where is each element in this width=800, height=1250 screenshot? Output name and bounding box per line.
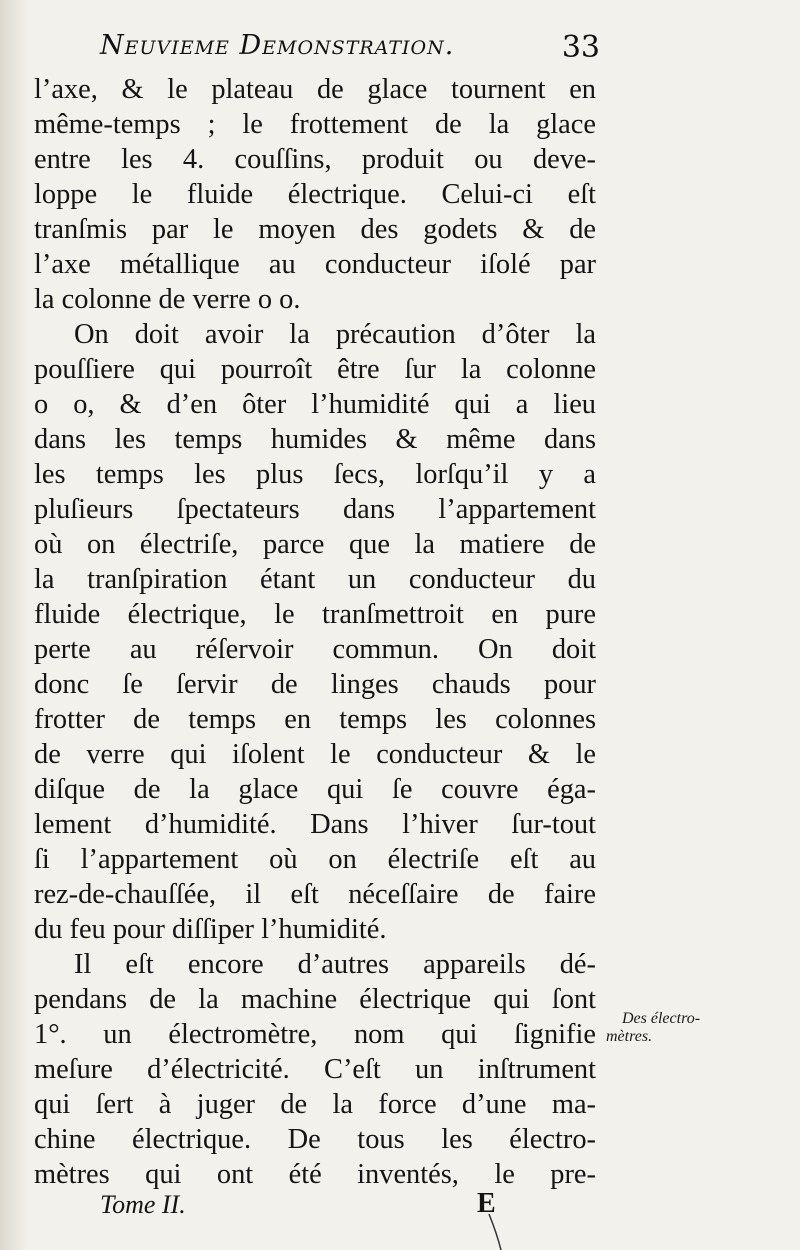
text-line: lement d’humidité. Dans l’hiver ſur-tout	[34, 809, 596, 840]
text-line: loppe le fluide électrique. Celui-ci eſt	[34, 179, 596, 210]
text-line: du feu pour diſſiper l’humidité.	[34, 914, 387, 945]
text-line: pouſſiere qui pourroît être ſur la colonne	[34, 354, 596, 385]
text-line: o o, & d’en ôter l’humidité qui a lieu	[34, 389, 596, 420]
page-crease-mark	[485, 1214, 505, 1250]
text-line: mètres qui ont été inventés, le pre-	[34, 1159, 596, 1190]
text-line: meſure d’électricité. C’eſt un inſtrument	[34, 1054, 596, 1085]
text-line: diſque de la glace qui ſe couvre éga-	[34, 774, 596, 805]
chapter-title: Neuvieme Demonstration.	[100, 30, 455, 61]
text-line: tranſmis par le moyen des godets & de	[34, 214, 596, 245]
text-line: fluide électrique, le tranſmettroit en pure	[34, 599, 596, 630]
text-line: de verre qui iſolent le conducteur & le	[34, 739, 596, 770]
text-line: qui ſert à juger de la force d’une ma-	[34, 1089, 596, 1120]
text-line: entre les 4. couſſins, produit ou deve-	[34, 144, 596, 175]
text-line: pendans de la machine électrique qui ſont	[34, 984, 596, 1015]
running-head	[100, 30, 600, 70]
text-line: frotter de temps en temps les colonnes	[34, 704, 596, 735]
text-line: 1°. un électromètre, nom qui ſignifie	[34, 1019, 596, 1050]
text-line: pluſieurs ſpectateurs dans l’appartement	[34, 494, 596, 525]
text-line: perte au réſervoir commun. On doit	[34, 634, 596, 665]
text-line: rez-de-chauſſée, il eſt néceſſaire de faire	[34, 879, 596, 910]
text-line: chine électrique. De tous les électro-	[34, 1124, 596, 1155]
text-line: la tranſpiration étant un conducteur du	[34, 564, 596, 595]
text-line: donc ſe ſervir de linges chauds pour	[34, 669, 596, 700]
margin-note	[606, 1010, 746, 1046]
text-line: Il eſt encore d’autres appareils dé-	[74, 949, 596, 980]
page-number: 33	[561, 30, 600, 65]
text-line: les temps les plus ſecs, lorſqu’il y a	[34, 459, 596, 490]
text-line: dans les temps humides & même dans	[34, 424, 596, 455]
margin-note-line: Des électro-	[622, 1010, 701, 1027]
volume-label: Tome II.	[100, 1190, 186, 1219]
body-text	[34, 72, 596, 1192]
text-line: ſi l’appartement où on électriſe eſt au	[34, 844, 596, 875]
signature-mark: E	[477, 1188, 496, 1219]
text-line: l’axe, & le plateau de glace tournent en	[34, 74, 596, 105]
text-line: l’axe métallique au conducteur iſolé par	[34, 249, 596, 280]
text-line: la colonne de verre o o.	[34, 284, 301, 315]
text-line: même-temps ; le frottement de la glace	[34, 109, 596, 140]
text-line: où on électriſe, parce que la matiere de	[34, 529, 596, 560]
margin-note-line: mètres.	[606, 1028, 653, 1045]
text-line: On doit avoir la précaution d’ôter la	[74, 319, 596, 350]
